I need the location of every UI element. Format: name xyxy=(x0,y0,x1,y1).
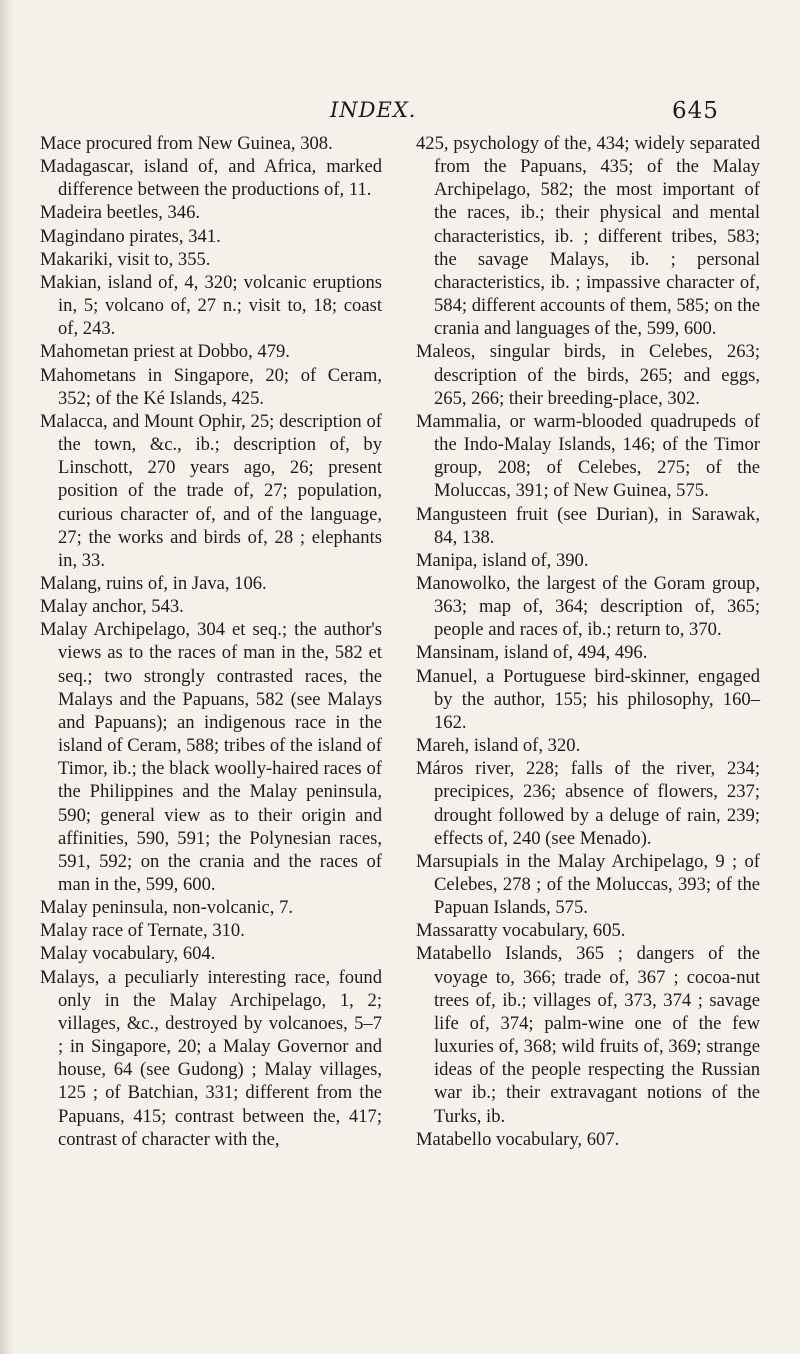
index-entry: Maleos, singular birds, in Celebes, 263; description of the birds, 265; and eggs, 265, 266; their breeding-place, 302. xyxy=(416,341,760,409)
index-entry: Marsupials in the Malay Archipelago, 9 ; of Celebes, 278 ; of the Moluccas, 393; of the Papuan Islands, 575. xyxy=(416,850,760,919)
index-entry: Malays, a peculiarly interesting race, found only in the Malay Archipelago, 1, 2; villages, &c., destroyed by volcanoes, 5–7 ; in Singapore, 20; a Malay Governor and house, 64 (see Gudong) ; Malay villages, 125 ; of Batchian, 331; different from the Papuans, 415; contrast between the, 417; contrast of character with the, xyxy=(40,966,382,1150)
index-entry: Madeira beetles, 346. xyxy=(40,202,201,224)
index-entry: Madagascar, island of, and Africa, marked difference between the productions of, 11. xyxy=(40,156,382,201)
index-entry: Malay peninsula, non-volcanic, 7. xyxy=(40,897,294,919)
index-entry: Manuel, a Portuguese bird-skinner, engaged by the author, 155; his philosophy, 160–162. xyxy=(416,665,760,733)
index-entry: Malacca, and Mount Ophir, 25; description of the town, &c., ib.; description of, by Linschott, 270 years ago, 26; present position of the trade of, 27; population, curious character of, and of the language, 27; the works and birds of, 28 ; elephants in, 33. xyxy=(40,410,382,571)
index-entry: Manipa, island of, 390. xyxy=(416,549,589,571)
index-entry: Makian, island of, 4, 320; volcanic eruptions in, 5; volcano of, 27 n.; visit to, 18; coast of, 243. xyxy=(40,271,382,340)
index-entry: Mareh, island of, 320. xyxy=(416,735,581,757)
index-entry: Massaratty vocabulary, 605. xyxy=(416,920,626,942)
running-head-title: INDEX. xyxy=(330,98,417,122)
index-entry: Máros river, 228; falls of the river, 234; precipices, 236; absence of flowers, 237; drought followed by a deluge of rain, 239; effects of, 240 (see Menado). xyxy=(416,758,760,849)
running-head xyxy=(0,98,800,128)
index-entry: Manowolko, the largest of the Goram group, 363; map of, 364; description of, 365; people and races of, ib.; return to, 370. xyxy=(416,572,760,641)
index-column-right xyxy=(416,132,760,1151)
index-entry: Matabello Islands, 365 ; dangers of the voyage to, 366; trade of, 367 ; cocoa-nut trees of, ib.; villages of, 373, 374 ; savage life of, 374; palm-wine one of the few luxuries of, 368; wild fruits of, 369; strange ideas of the people respecting the Russian war ib.; their extravagant notions of the Turks, ib. xyxy=(416,943,760,1127)
index-entry: Malay Archipelago, 304 et seq.; the author's views as to the races of man in the, 582 et seq.; two strongly contrasted races, the Malays and the Papuans, 582 (see Malays and Papuans); an indigenous race in the island of Ceram, 588; tribes of the island of Timor, ib.; the black woolly-haired races of the Philippines and the Malay peninsula, 590; general view as to their origin and affinities, 590, 591; the Polynesian races, 591, 592; on the crania and the races of man in the, 599, 600. xyxy=(40,619,382,895)
index-entry: Malay anchor, 543. xyxy=(40,596,184,618)
page-gutter-shadow xyxy=(0,0,14,1354)
index-entry: Malang, ruins of, in Java, 106. xyxy=(40,572,267,594)
index-entry: Mahometan priest at Dobbo, 479. xyxy=(40,341,290,363)
index-entry: Malay vocabulary, 604. xyxy=(40,943,216,965)
page-number: 645 xyxy=(672,98,719,124)
index-entry: Mammalia, or warm-blooded quadrupeds of the Indo-Malay Islands, 146; of the Timor group, 208; of Celebes, 275; of the Moluccas, 391; of New Guinea, 575. xyxy=(416,410,760,502)
index-entry: Matabello vocabulary, 607. xyxy=(416,1128,620,1150)
index-entry: Mace procured from New Guinea, 308. xyxy=(40,133,333,154)
index-entry: Mahometans in Singapore, 20; of Ceram, 352; of the Ké Islands, 425. xyxy=(40,364,382,409)
index-entry: Makariki, visit to, 355. xyxy=(40,248,211,270)
index-column-left xyxy=(40,132,382,1151)
index-entry: Mansinam, island of, 494, 496. xyxy=(416,642,648,664)
index-entry: Malay race of Ternate, 310. xyxy=(40,920,245,942)
index-entry: Magindano pirates, 341. xyxy=(40,225,221,247)
index-entry: Mangusteen fruit (see Durian), in Sarawak, 84, 138. xyxy=(416,503,760,548)
index-entry-continued: 425, psychology of the, 434; widely separated from the Papuans, 435; of the Malay Archipelago, 582; the most important of the races, ib.; their physical and mental characteristics, ib. ; different tribes, 583; the savage Malays, ib. ; personal characteristics, ib. ; impassive character of, 584; different accounts of them, 585; on the crania and languages of the, 599, 600. xyxy=(416,133,760,340)
